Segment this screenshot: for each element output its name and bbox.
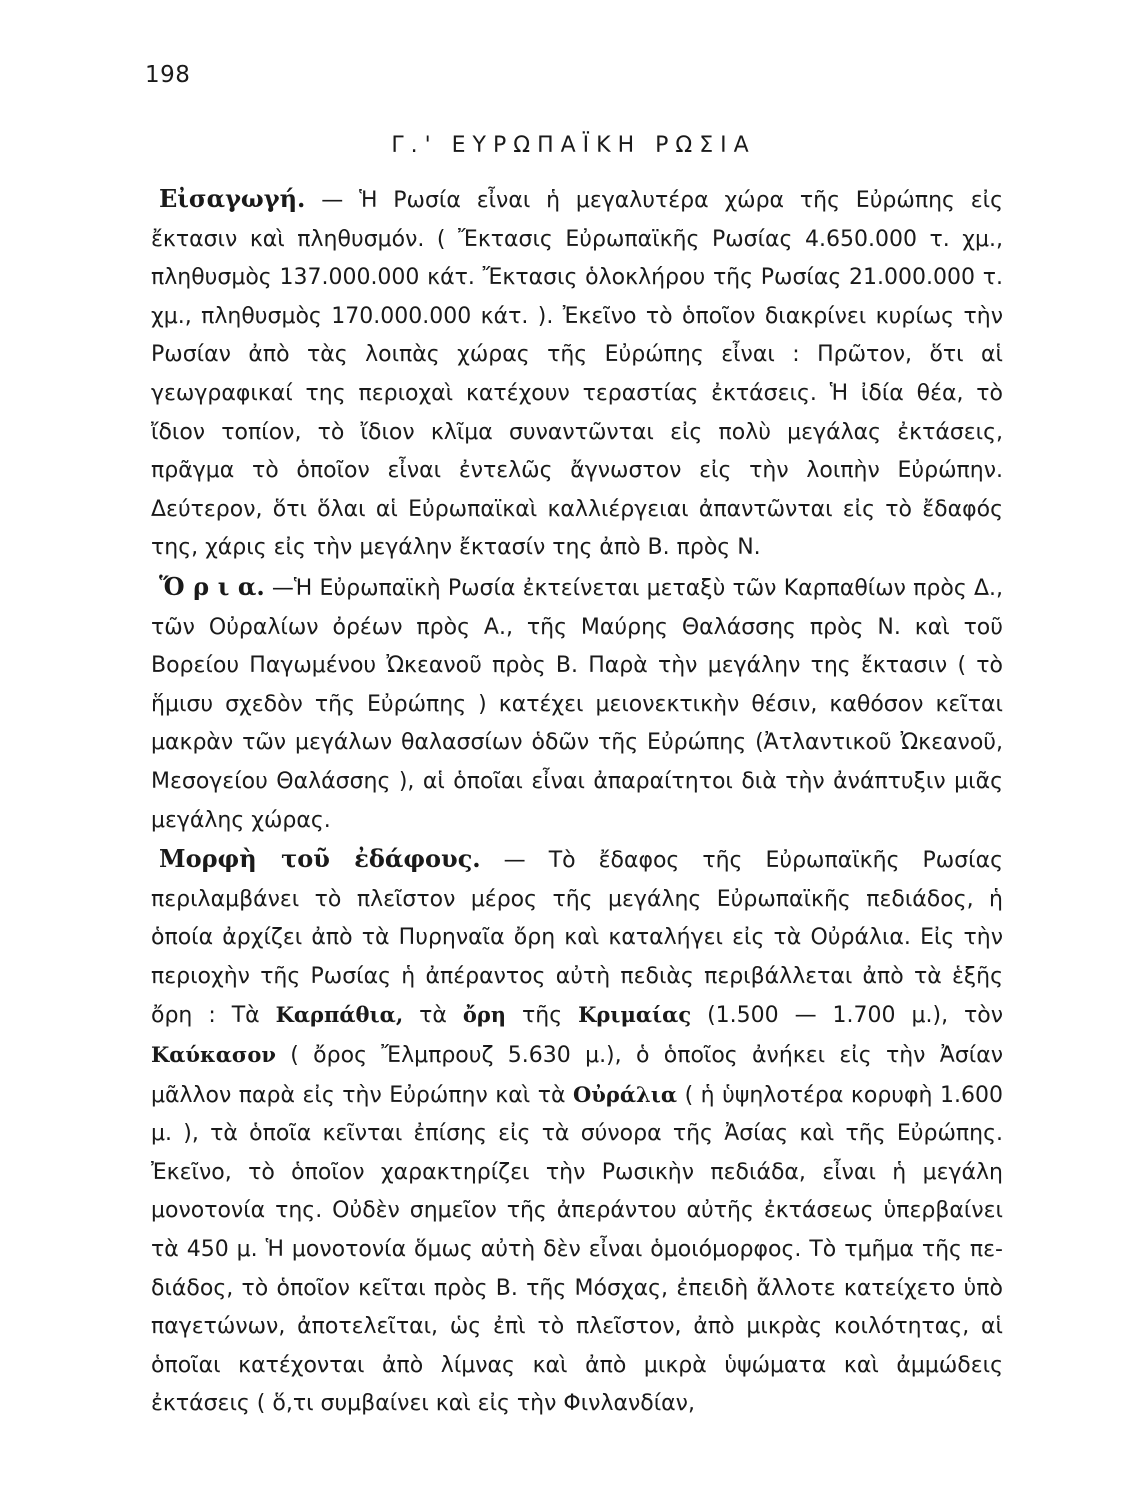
paragraph-terrain	[151, 840, 1003, 1424]
term-carpathians: Καρπάθια,	[275, 1002, 404, 1028]
terrain-text-6: ( ἡ ὑψηλοτέρα κορυφὴ 1.600 μ. ), τὰ ὁποῖα κεῖνται ἐπίσης εἰς τὰ σύνορα τῆς Ἀσίας καὶ τῆς Εὐρώπης. Ἐκεῖνο, τὸ ὁποῖον χαρακτηρίζει τὴν Ρωσικὴν πεδιάδα, εἶναι ἡ μεγάλη μονοτονία της. Οὐδὲν σημεῖον τῆς ἀπεράντου αὐτῆς ἐκτάσεως ὑπερβαίνει τὰ 450 μ. Ἡ μονοτονία ὅμως αὐτὴ δὲν εἶναι ὁμοιόμορφος. Τὸ τμῆμα τῆς πεδιάδος, τὸ ὁποῖον κεῖται πρὸς Β. τῆς Μόσχας, ἐπειδὴ ἄλλοτε κατείχετο ὑπὸ παγετώνων, ἀποτελεῖται, ὡς ἐπὶ τὸ πλεῖστον, ἀπὸ μικρὰς κοιλότητας, αἱ ὁποῖαι κατέχονται ἀπὸ λίμνας καὶ ἀπὸ μικρὰ ὑψώματα καὶ ἀμμώδεις ἐκτάσεις ( ὅ,τι συμβαίνει καὶ εἰς τὴν Φινλανδίαν,	[151, 1082, 1003, 1417]
term-urals: Οὐράλια	[573, 1081, 678, 1107]
page-number: 198	[145, 62, 191, 88]
body-text	[151, 180, 1003, 1424]
heading-introduction: Εἰσαγωγή.	[159, 184, 306, 213]
term-caucasus: Καύκασον	[151, 1042, 276, 1068]
term-mountains: ὄρη	[462, 1002, 507, 1028]
terrain-text-1: — Τὸ ἔδαφος τῆς Εὐρωπαϊκῆς Ρωσίας περιλαμβάνει τὸ πλεῖστον μέρος τῆς μεγάλης Εὐρωπαϊκῆς πεδιάδος, ἡ ὁποία ἀρχίζει ἀπὸ τὰ Πυρηναῖα ὄρη καὶ καταλήγει εἰς τὰ Οὐράλια. Εἰς τὴν περιοχὴν τῆς Ρωσίας ἡ ἀπέραντος αὐτὴ πεδιὰς περιβάλλεται ἀπὸ τὰ ἑξῆς ὄρη : Τὰ	[151, 848, 1003, 1029]
heading-borders: Ὅ ρ ι α.	[159, 571, 265, 601]
heading-terrain: Μορφὴ τοῦ ἐδάφους.	[159, 844, 481, 874]
chapter-title: Γ.' ΕΥΡΩΠΑΪΚΗ ΡΩΣΙΑ	[391, 133, 756, 158]
borders-text: —Ἡ Εὐρωπαϊκὴ Ρωσία ἐκτείνεται μεταξὺ τῶν Καρπαθίων πρὸς Δ., τῶν Οὐραλίων ὀρέων πρὸς Α., τῆς Μαύρης Θαλάσσης πρὸς Ν. καὶ τοῦ Βορείου Παγωμένου Ὠκεανοῦ πρὸς Β. Παρὰ τὴν μεγάλην της ἔκτασιν ( τὸ ἥμισυ σχεδὸν τῆς Εὐρώπης ) κατέχει μειονεκτικὴν θέσιν, καθόσον κεῖται μακρὰν τῶν μεγάλων θαλασσίων ὁδῶν τῆς Εὐρώπης (Ἀτλαντικοῦ Ὠκεανοῦ, Μεσογείου Θαλάσσης ), αἱ ὁποῖαι εἶναι ἀπαραίτητοι διὰ τὴν ἀνάπτυξιν μιᾶς μεγάλης χώρας.	[151, 575, 1003, 833]
terrain-text-3: τῆς	[506, 1003, 579, 1029]
terrain-text-4: (1.500 — 1.700 μ.), τὸν	[691, 1003, 1004, 1029]
term-crimea: Κριμαίας	[578, 1002, 692, 1028]
terrain-text-2: τὰ	[403, 1003, 463, 1029]
introduction-text: — Ἡ Ρωσία εἶναι ἡ μεγαλυτέρα χώρα τῆς Εὐρώπης εἰς ἔκτασιν καὶ πληθυσμόν. ( Ἔκτασις Εὐρωπαϊκῆς Ρωσίας 4.650.000 τ. χμ., πληθυσμὸς 137.000.000 κάτ. Ἔκτασις ὁλοκλήρου τῆς Ρωσίας 21.000.000 τ. χμ., πληθυσμὸς 170.000.000 κάτ. ). Ἐκεῖνο τὸ ὁποῖον διακρίνει κυρίως τὴν Ρωσίαν ἀπὸ τὰς λοιπὰς χώρας τῆς Εὐρώπης εἶναι : Πρῶτον, ὅτι αἱ γεωγραφικαί της περιοχαὶ κατέχουν τεραστίας ἐκτάσεις. Ἡ ἰδία θέα, τὸ ἴδιον τοπίον, τὸ ἴδιον κλῖμα συναντῶνται εἰς πολὺ μεγάλας ἐκτάσεις, πρᾶγμα τὸ ὁποῖον εἶναι ἐντελῶς ἄγνωστον εἰς τὴν λοιπὴν Εὐρώπην. Δεύτερον, ὅτι ὅλαι αἱ Εὐρωπαϊκαὶ καλλιέργειαι ἀπαντῶνται εἰς τὸ ἔδαφός της, χάρις εἰς τὴν μεγάλην ἔκτασίν της ἀπὸ Β. πρὸς Ν.	[151, 188, 1003, 561]
paragraph-introduction	[151, 180, 1003, 568]
terrain-text-5: ( ὄρος Ἔλμπρουζ 5.630 μ.), ὁ ὁποῖος ἀνήκει εἰς τὴν Ἀσίαν μᾶλλον παρὰ εἰς τὴν Εὐρώπην καὶ τὰ	[151, 1043, 1003, 1108]
paragraph-borders	[151, 568, 1003, 840]
